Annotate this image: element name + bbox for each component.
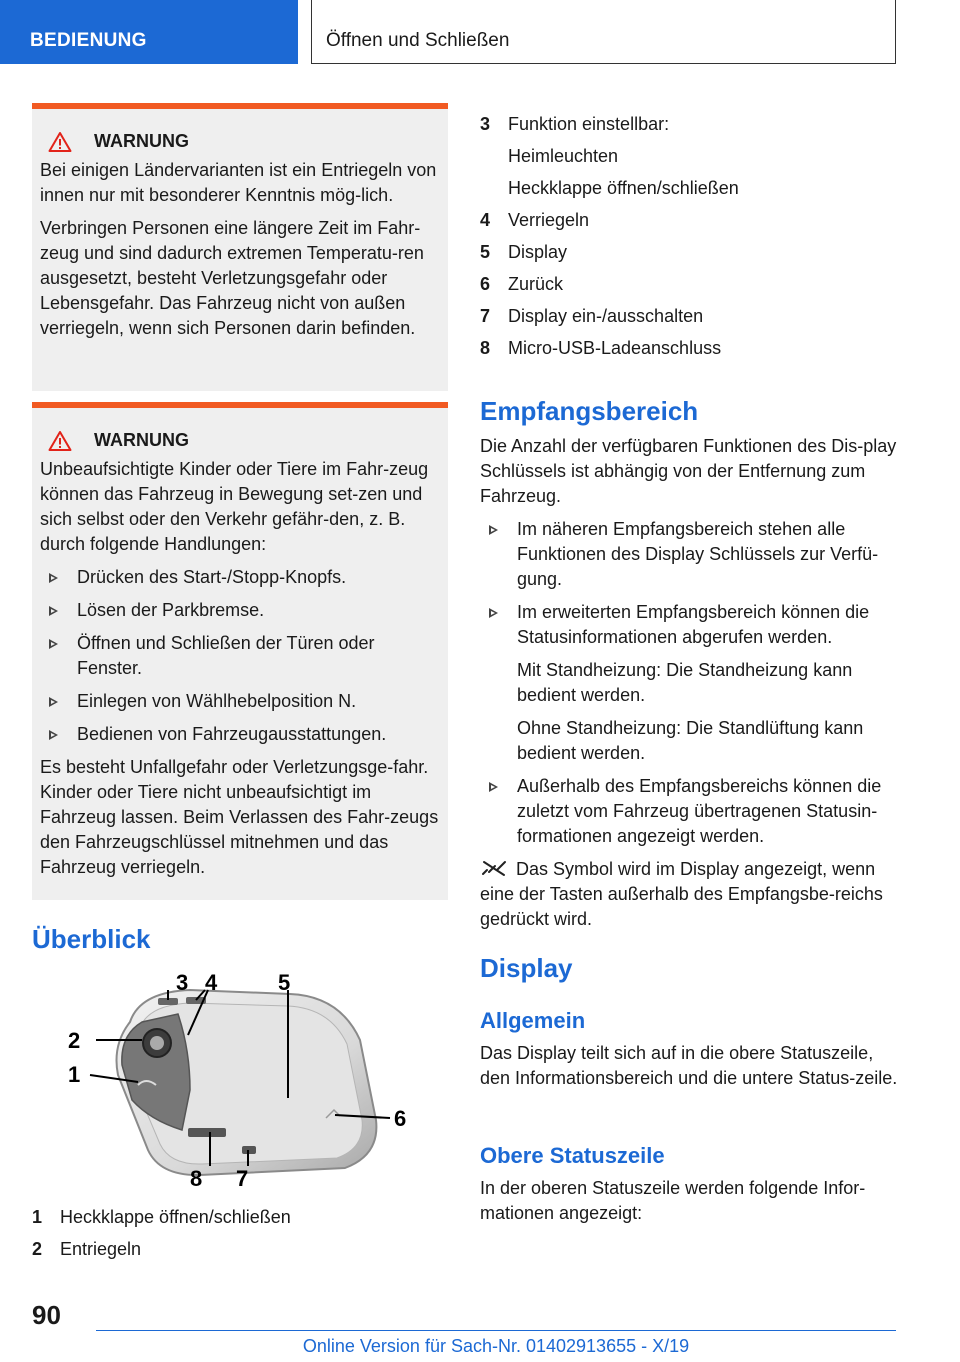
list-item: Bedienen von Fahrzeugausstattungen. — [40, 722, 440, 747]
warning-triangle-icon — [48, 430, 72, 452]
item-number: 1 — [32, 1207, 43, 1227]
item-text: Verriegeln — [508, 210, 590, 230]
empfang-heading: Empfangsbereich — [480, 396, 699, 426]
warning-outro: Es besteht Unfallgefahr oder Verletzungsge-fahr. Kinder oder Tiere nicht unbeaufsichtigt im Fahrzeug lassen. Beim Verlassen des Fahr-zeugs den Fahrzeugschlüssel mitnehmen und das Fahrzeug verriegeln. — [40, 757, 439, 877]
list-item — [480, 600, 900, 766]
overview-list-left — [32, 1205, 291, 1269]
list-item — [480, 112, 900, 137]
warning-triangle-icon — [48, 131, 72, 153]
list-item-text: Im erweiterten Empfangsbereich können die Statusinformationen abgerufen werden. — [517, 602, 870, 647]
empfang-list — [480, 517, 900, 849]
list-item: Drücken des Start-/Stopp-Knopfs. — [40, 565, 440, 590]
page-number: 90 — [32, 1300, 61, 1330]
list-item — [480, 240, 900, 265]
item-number: 6 — [480, 274, 491, 294]
symbol-note-text: Das Symbol wird im Display angezeigt, wenn eine der Tasten außerhalb des Empfangsbe-reichs gedrückt wird. — [480, 859, 883, 929]
allgemein-text: Das Display teilt sich auf in die obere Statuszeile, den Informationsbereich und die untere Status-zeile. — [480, 1043, 898, 1088]
callout-1: 1 — [68, 1062, 81, 1087]
list-item-text: Mit Standheizung: Die Standheizung kann bedient werden. — [517, 660, 853, 705]
list-item: Einlegen von Wählhebelposition N. — [40, 689, 440, 714]
warning-paragraph: Verbringen Personen eine längere Zeit im Fahr-zeug und sind dadurch extremen Temperatu-ren ausgesetzt, besteht Verletzungsgefahr oder Lebensgefahr. Das Fahrzeug nicht von außen verriegeln, wenn sich Personen darin befinden. — [40, 218, 424, 338]
warning-box-2 — [32, 402, 448, 900]
list-item-text: Ohne Standheizung: Die Standlüftung kann bedient werden. — [517, 718, 864, 763]
list-item — [480, 272, 900, 297]
list-item — [480, 774, 900, 849]
item-number: 7 — [480, 306, 491, 326]
callout-7: 7 — [236, 1166, 249, 1191]
item-text: Heckklappe öffnen/schließen — [60, 1207, 291, 1227]
item-number: 4 — [480, 210, 491, 230]
footer-divider — [96, 1330, 896, 1331]
sub-item: Heimleuchten — [508, 146, 619, 166]
overview-heading: Überblick — [32, 924, 151, 954]
list-item-text: Außerhalb des Empfangsbereichs können die zuletzt vom Fahrzeug übertragenen Statusin-formationen angezeigt werden. — [517, 776, 882, 846]
list-item — [480, 517, 900, 592]
callout-4: 4 — [205, 970, 218, 995]
warning-box-1 — [32, 103, 448, 391]
list-item — [480, 336, 900, 361]
callout-6: 6 — [394, 1106, 407, 1131]
callout-3: 3 — [176, 970, 189, 995]
allgemein-heading: Allgemein — [480, 1008, 586, 1033]
display-key-illustration — [60, 970, 420, 1195]
list-item — [480, 304, 900, 329]
item-number: 8 — [480, 338, 491, 358]
chapter-title: Öffnen und Schließen — [312, 0, 896, 64]
section-tab: BEDIENUNG — [0, 0, 298, 64]
footer-text: Online Version für Sach-Nr. 01402913655 - X/19 — [302, 1336, 690, 1356]
item-number: 3 — [480, 114, 491, 134]
list-item — [32, 1237, 291, 1262]
item-text: Display — [508, 242, 568, 262]
empfang-section — [480, 434, 900, 940]
list-item — [32, 1205, 291, 1230]
item-text: Funktion einstellbar: — [508, 114, 670, 134]
empfang-intro: Die Anzahl der verfügbaren Funktionen des Dis-play Schlüssels ist abhängig von der Entfernung zum Fahrzeug. — [480, 436, 897, 506]
obere-statuszeile-text: In der oberen Statuszeile werden folgende Infor-mationen angezeigt: — [480, 1178, 866, 1223]
no-signal-icon — [480, 859, 516, 877]
display-heading: Display — [480, 953, 573, 983]
list-item: Öffnen und Schließen der Türen oder Fenster. — [40, 631, 440, 681]
warning-intro: Unbeaufsichtigte Kinder oder Tiere im Fahr-zeug können das Fahrzeug in Bewegung set-zen und sich selbst oder den Verkehr gefähr-den, z. B. durch folgende Handlungen: — [40, 459, 429, 554]
sub-item: Heckklappe öffnen/schließen — [508, 178, 739, 198]
item-text: Zurück — [508, 274, 564, 294]
item-text: Micro-USB-Ladeanschluss — [508, 338, 722, 358]
warning-title-text: WARNUNG — [94, 131, 189, 151]
warning-title — [40, 428, 440, 453]
callout-5: 5 — [278, 970, 291, 995]
item-text: Entriegeln — [60, 1239, 142, 1259]
warning-title — [40, 129, 440, 154]
symbol-note — [480, 857, 900, 932]
list-item: Lösen der Parkbremse. — [40, 598, 440, 623]
warning-title-text: WARNUNG — [94, 430, 189, 450]
list-item — [480, 208, 900, 233]
item-number: 5 — [480, 242, 491, 262]
item-number: 2 — [32, 1239, 43, 1259]
obere-statuszeile-heading: Obere Statuszeile — [480, 1143, 665, 1168]
list-item-text: Im näheren Empfangsbereich stehen alle Funktionen des Display Schlüssels zur Verfü-gung. — [517, 519, 879, 589]
item-text: Display ein-/ausschalten — [508, 306, 704, 326]
callout-8: 8 — [190, 1166, 203, 1191]
callout-2: 2 — [68, 1028, 81, 1053]
warning-action-list — [40, 565, 440, 747]
right-column — [480, 112, 900, 368]
warning-paragraph: Bei einigen Ländervarianten ist ein Entriegeln von innen nur mit besonderer Kenntnis mög-lich. — [40, 160, 437, 205]
